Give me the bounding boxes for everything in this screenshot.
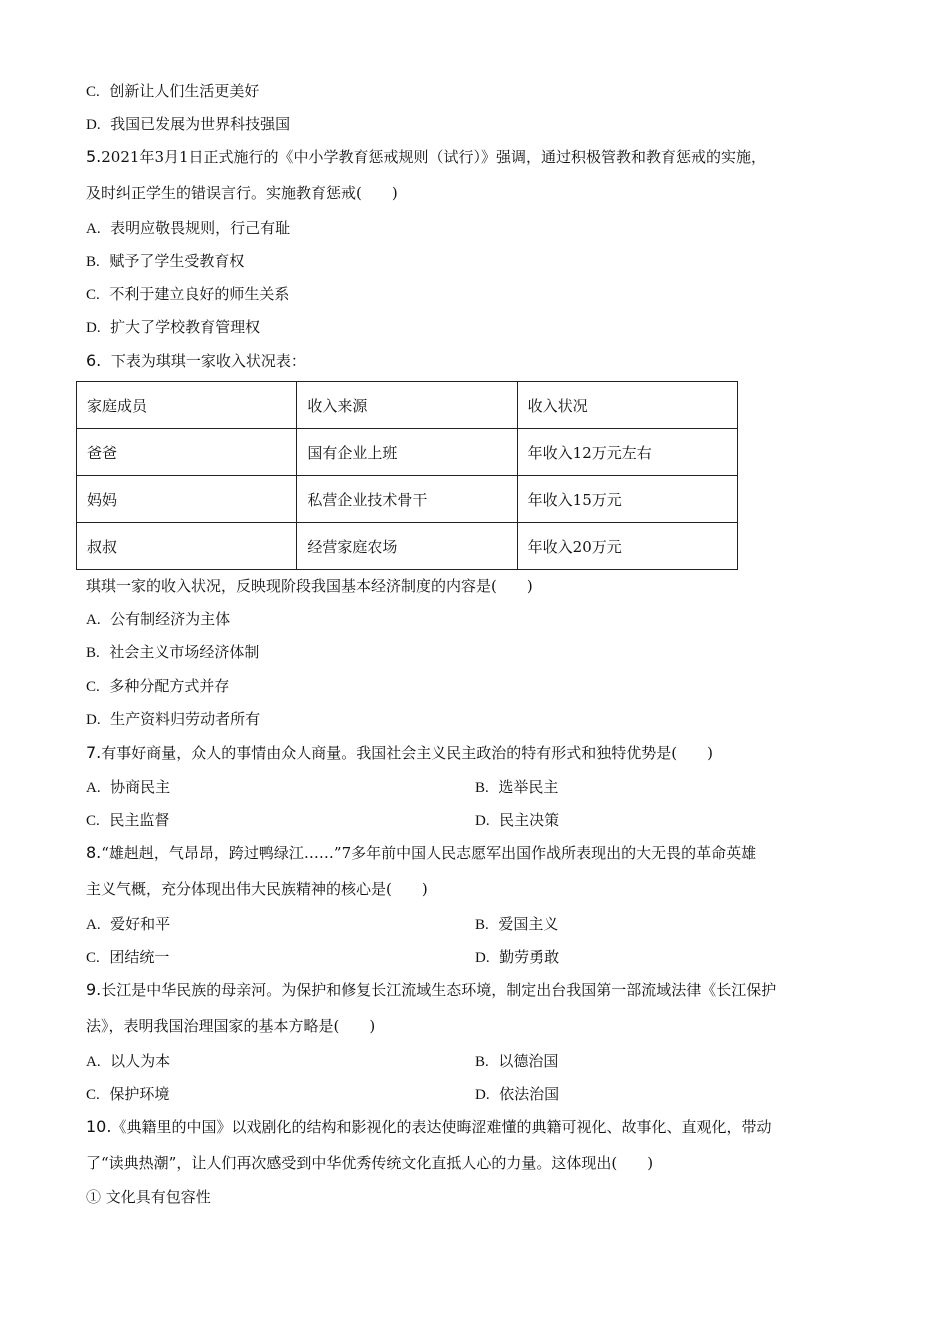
q6-option-d xyxy=(86,709,260,730)
table-row xyxy=(77,429,738,476)
q10-stem-line1 xyxy=(86,1117,771,1137)
question-number: 6. xyxy=(86,351,102,370)
q9-option-d xyxy=(475,1084,559,1105)
option-letter: B. xyxy=(475,917,489,933)
option-letter: D. xyxy=(475,1087,490,1103)
option-letter: A. xyxy=(86,780,101,796)
option-letter: C. xyxy=(86,1087,100,1103)
question-text: 有事好商量，众人的事情由众人商量。我国社会主义民主政治的特有形式和独特优势是( ) xyxy=(101,744,713,762)
option-text: 表明应敬畏规则，行己有耻 xyxy=(110,219,291,237)
q8-option-b xyxy=(475,914,558,935)
option-text: 勤劳勇敢 xyxy=(499,948,560,966)
option-letter: A. xyxy=(86,1054,101,1070)
option-text: 爱好和平 xyxy=(110,915,171,933)
option-letter: D. xyxy=(86,712,101,728)
q6-option-c xyxy=(86,676,229,697)
q6-option-a xyxy=(86,609,230,630)
table-cell: 私营企业技术骨干 xyxy=(297,476,517,523)
q5-option-d xyxy=(86,317,260,338)
option-text: 依法治国 xyxy=(499,1085,560,1103)
q10-item-1: ① 文化具有包容性 xyxy=(86,1188,211,1206)
option-text: 赋予了学生受教育权 xyxy=(109,252,245,270)
question-text: 长江是中华民族的母亲河。为保护和修复长江流域生态环境，制定出台我国第一部流域法律《长江保护 xyxy=(101,981,777,999)
option-text: 选举民主 xyxy=(498,778,559,796)
table-cell: 叔叔 xyxy=(77,523,297,570)
option-text: 公有制经济为主体 xyxy=(110,610,231,628)
option-text: 以德治国 xyxy=(498,1052,559,1070)
table-cell: 年收入20万元 xyxy=(517,523,737,570)
option-text: 团结统一 xyxy=(109,948,170,966)
question-text: 下表为琪琪一家收入状况表： xyxy=(110,352,306,370)
option-letter: B. xyxy=(475,1054,489,1070)
q8-stem-line1 xyxy=(86,843,756,863)
option-text: 民主监督 xyxy=(109,811,170,829)
table-cell: 年收入12万元左右 xyxy=(517,429,737,476)
table-header-cell: 家庭成员 xyxy=(77,382,297,429)
question-number: 8. xyxy=(86,843,102,862)
option-letter: C. xyxy=(86,84,100,100)
option-text: 爱国主义 xyxy=(498,915,559,933)
q9-stem-line2: 法》，表明我国治理国家的基本方略是( ) xyxy=(86,1017,376,1035)
q9-stem-line1 xyxy=(86,980,776,1000)
option-letter: A. xyxy=(86,221,101,237)
q6-option-b xyxy=(86,642,259,663)
q7-option-c xyxy=(86,810,169,831)
option-text: 以人为本 xyxy=(110,1052,171,1070)
question-number: 7. xyxy=(86,743,102,762)
table-cell: 年收入15万元 xyxy=(517,476,737,523)
q6-stem xyxy=(86,351,306,371)
option-text: 保护环境 xyxy=(109,1085,170,1103)
option-letter: D. xyxy=(475,813,490,829)
option-text: 创新让人们生活更美好 xyxy=(109,82,260,100)
option-text: 协商民主 xyxy=(110,778,171,796)
option-letter: B. xyxy=(475,780,489,796)
option-letter: D. xyxy=(86,117,101,133)
option-text: 社会主义市场经济体制 xyxy=(109,643,260,661)
q8-option-a xyxy=(86,914,170,935)
q7-stem xyxy=(86,743,713,763)
option-letter: C. xyxy=(86,287,100,303)
option-letter: C. xyxy=(86,950,100,966)
option-letter: B. xyxy=(86,254,100,270)
option-letter: A. xyxy=(86,917,101,933)
option-letter: A. xyxy=(86,612,101,628)
q5-option-c xyxy=(86,284,289,305)
option-letter: B. xyxy=(86,645,100,661)
option-text: 民主决策 xyxy=(499,811,560,829)
q7-option-d xyxy=(475,810,559,831)
option-letter: C. xyxy=(86,679,100,695)
question-number: 9. xyxy=(86,980,102,999)
table-cell: 妈妈 xyxy=(77,476,297,523)
q4-option-c xyxy=(86,81,259,102)
q8-stem-line2: 主义气概，充分体现出伟大民族精神的核心是( ) xyxy=(86,880,428,898)
table-header-row xyxy=(77,382,738,429)
q6-question: 琪琪一家的收入状况，反映现阶段我国基本经济制度的内容是( ) xyxy=(86,577,533,595)
option-text: 不利于建立良好的师生关系 xyxy=(109,285,290,303)
option-letter: D. xyxy=(86,320,101,336)
income-table xyxy=(76,381,738,570)
table-cell: 国有企业上班 xyxy=(297,429,517,476)
option-text: 生产资料归劳动者所有 xyxy=(110,710,261,728)
option-letter: D. xyxy=(475,950,490,966)
q10-stem-line2: 了“读典热潮”，让人们再次感受到中华优秀传统文化直抵人心的力量。这体现出( ) xyxy=(86,1154,654,1172)
option-text: 扩大了学校教育管理权 xyxy=(110,318,261,336)
question-number: 5. xyxy=(86,147,102,166)
table-cell: 经营家庭农场 xyxy=(297,523,517,570)
question-number: 10. xyxy=(86,1117,112,1136)
table-row xyxy=(77,523,738,570)
q4-option-d xyxy=(86,114,290,135)
q5-option-a xyxy=(86,218,290,239)
table-cell: 爸爸 xyxy=(77,429,297,476)
q5-option-b xyxy=(86,251,244,272)
q7-option-b xyxy=(475,777,558,798)
q9-option-a xyxy=(86,1051,170,1072)
option-text: 多种分配方式并存 xyxy=(109,677,230,695)
option-text: 我国已发展为世界科技强国 xyxy=(110,115,291,133)
question-text: “雄赳赳，气昂昂，跨过鸭绿江……”7多年前中国人民志愿军出国作战所表现出的大无畏的革命英雄 xyxy=(101,844,757,862)
q9-option-c xyxy=(86,1084,169,1105)
table-header-cell: 收入状况 xyxy=(517,382,737,429)
question-text: 《典籍里的中国》以戏剧化的结构和影视化的表达使晦涩难懂的典籍可视化、故事化、直观化，带动 xyxy=(111,1118,772,1136)
option-letter: C. xyxy=(86,813,100,829)
table-header-cell: 收入来源 xyxy=(297,382,517,429)
q9-option-b xyxy=(475,1051,558,1072)
question-text: 2021年3月1日正式施行的《中小学教育惩戒规则（试行）》强调，通过积极管教和教育惩戒的实施， xyxy=(101,148,767,166)
q8-option-d xyxy=(475,947,559,968)
table-row xyxy=(77,476,738,523)
q5-stem-line2: 及时纠正学生的错误言行。实施教育惩戒( ) xyxy=(86,184,398,202)
q5-stem-line1 xyxy=(86,147,766,167)
q7-option-a xyxy=(86,777,170,798)
q8-option-c xyxy=(86,947,169,968)
